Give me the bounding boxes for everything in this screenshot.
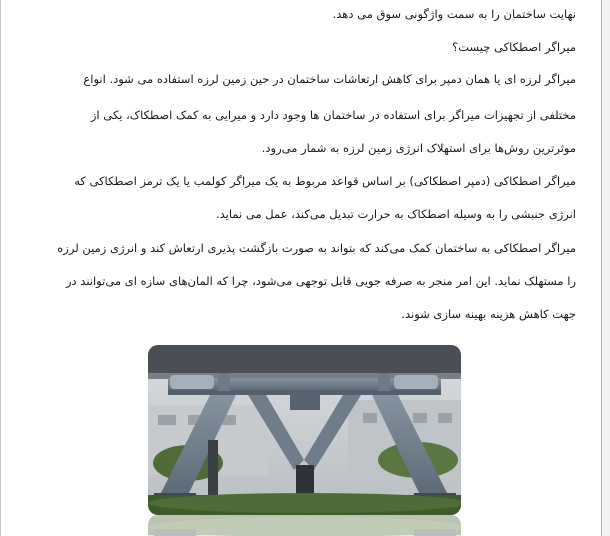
paragraph-line: انرژی جنبشی را به وسیله اصطکاک به حرارت تبدیل می‌کند، عمل می نماید. [215, 207, 576, 221]
paragraph-line: میراگر اصطکاکی (دمپر اصطکاکی) بر اساس قواعد مربوط به یک میراگر کولمب یا یک ترمز اصطکاکی که [74, 174, 576, 188]
friction-damper-photo [148, 345, 461, 536]
damper-image [148, 345, 461, 515]
paragraph-line: نهایت ساختمان را به سمت واژگونی سوق می دهد. [332, 7, 576, 21]
paragraph-line: مختلفی از تجهیزات میراگر برای استفاده در ساختمان ها وجود دارد و میرایی به کمک اصطکاک، یکی از [90, 108, 576, 122]
paragraph-line: جهت کاهش هزینه بهینه سازی شوند. [401, 307, 576, 321]
section-heading: میراگر اصطکاکی چیست؟ [452, 40, 576, 54]
paragraph-line: را مستهلک نماید. این امر منجر به صرفه جویی قابل توجهی می‌شود، چرا که المان‌های سازه ای می‌توانند در [65, 274, 576, 288]
paragraph-line: میراگر لرزه ای یا همان دمپر برای کاهش ارتعاشات ساختمان در حین زمین لرزه استفاده می شود. انواع [83, 72, 576, 86]
image-reflection [148, 515, 461, 536]
paragraph-line: میراگر اصطکاکی به ساختمان کمک می‌کند که بتواند به صورت بازگشت پذیری ارتعاش کند و انرژی زمین لرزه [57, 241, 576, 255]
paragraph-line: موثرترین روش‌ها برای استهلاک انرژی زمین لرزه به شمار می‌رود. [261, 141, 576, 155]
